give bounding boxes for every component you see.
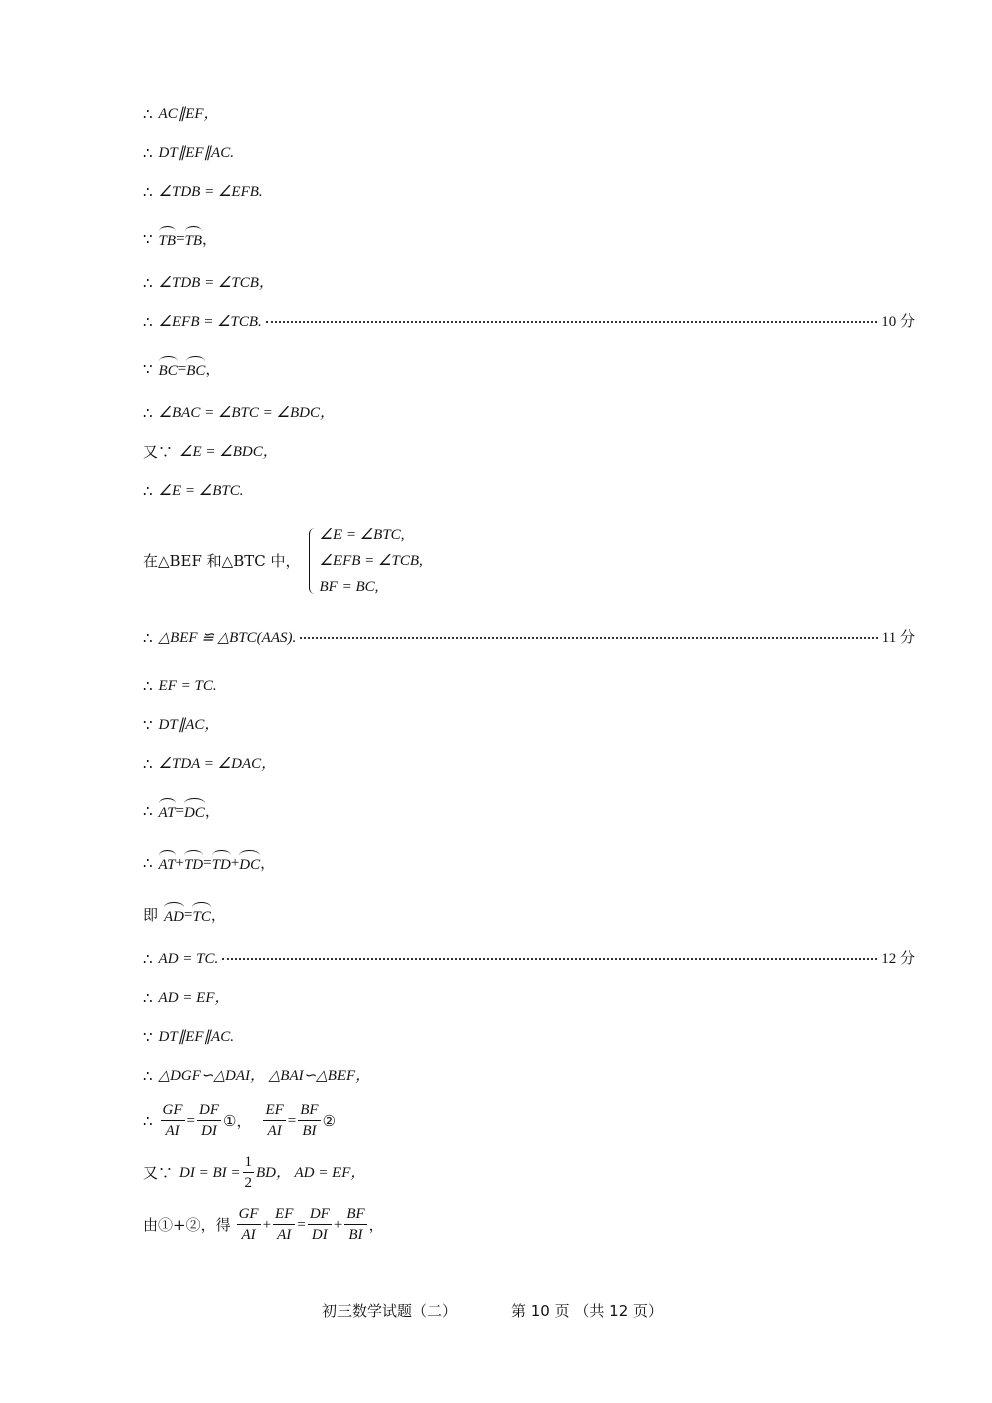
proof-line: ∵ DT∥AC， (143, 716, 220, 734)
fraction: $\frac{DF}{DI}$ (199, 1102, 220, 1139)
fraction: $\frac{EF}{AI}$ (265, 1102, 284, 1139)
proof-line: ∴ ∠E = ∠BTC. (143, 482, 244, 500)
proof-line: ∴ AC∥EF， (143, 105, 219, 123)
fraction: $\frac{1}{2}$ (244, 1154, 252, 1191)
score-label: 10 分 (881, 314, 915, 330)
proof-line: ∴ DT∥EF∥AC. (143, 144, 234, 162)
fraction: $\frac{GF}{AI}$ (238, 1206, 259, 1243)
score-label: 11 分 (881, 630, 915, 646)
fraction: $\frac{GF}{AI}$ (162, 1102, 183, 1139)
proof-line: 又∵ ∠E = ∠BDC， (143, 443, 278, 461)
case-line: ∠EFB = ∠TCB, (319, 553, 423, 569)
proof-line: ∴ AT = DC ， (143, 798, 220, 823)
condition-system (143, 522, 423, 600)
dot-leader (222, 958, 877, 960)
case-line: BF = BC, (319, 579, 379, 595)
proof-line: ∵ DT∥EF∥AC. (143, 1028, 234, 1046)
fraction: $\frac{BF}{BI}$ (346, 1206, 365, 1243)
dot-leader (300, 637, 878, 639)
footer-page-number: 第 10 页 （共 12 页） (511, 1302, 664, 1320)
fraction-line: ∴ $\frac{GF}{AI}$ = $\frac{DF}{DI}$ ①， $\frac{EF}{AI}$ = $\frac{BF}{BI}$ ② (143, 1102, 337, 1139)
proof-line: ∴ ∠BAC = ∠BTC = ∠BDC， (143, 404, 335, 422)
proof-line: ∵ BC = BC ， (143, 356, 220, 381)
score-label: 12 分 (881, 951, 915, 967)
proof-line-scored: ∴ AD = TC. 12 分 (143, 950, 915, 968)
proof-line: 即 AD = TC ， (143, 902, 226, 927)
footer-title: 初三数学试题（二） (322, 1302, 458, 1320)
proof-line-scored: ∴ △BEF ≌ △BTC(AAS). 11 分 (143, 629, 915, 647)
fraction-line: 由①+②，得 $\frac{GF}{AI}$ + $\frac{EF}{AI}$ = $\frac{DF}{DI}$ + $\frac{BF}{BI}$ ， (143, 1206, 384, 1243)
proof-line: ∴ ∠TDA = ∠DAC， (143, 755, 277, 773)
left-brace (309, 528, 316, 594)
proof-line: ∴ AD = EF， (143, 989, 230, 1007)
dot-leader (266, 321, 877, 323)
proof-line: ∴ ∠TDB = ∠TCB， (143, 274, 274, 292)
system-lead: 在△BEF 和△BTC 中， (143, 552, 301, 570)
proof-line: ∴ △DGF∽△DAI， △BAI∽△BEF， (143, 1067, 371, 1085)
case-line: ∠E = ∠BTC, (319, 527, 405, 543)
fraction: $\frac{BF}{BI}$ (300, 1102, 319, 1139)
proof-line: ∵ TB = TB ， (143, 226, 217, 251)
fraction-line: 又∵ DI = BI = $\frac{1}{2}$ BD， AD = EF， (143, 1154, 366, 1191)
proof-line: ∴ EF = TC. (143, 677, 217, 695)
proof-line-scored: ∴ ∠EFB = ∠TCB. 10 分 (143, 313, 915, 331)
fraction: $\frac{EF}{AI}$ (275, 1206, 294, 1243)
proof-line: ∴ ∠TDB = ∠EFB. (143, 183, 263, 201)
proof-line: ∴ AT + TD = TD + DC ， (143, 850, 275, 875)
fraction: $\frac{DF}{DI}$ (309, 1206, 330, 1243)
